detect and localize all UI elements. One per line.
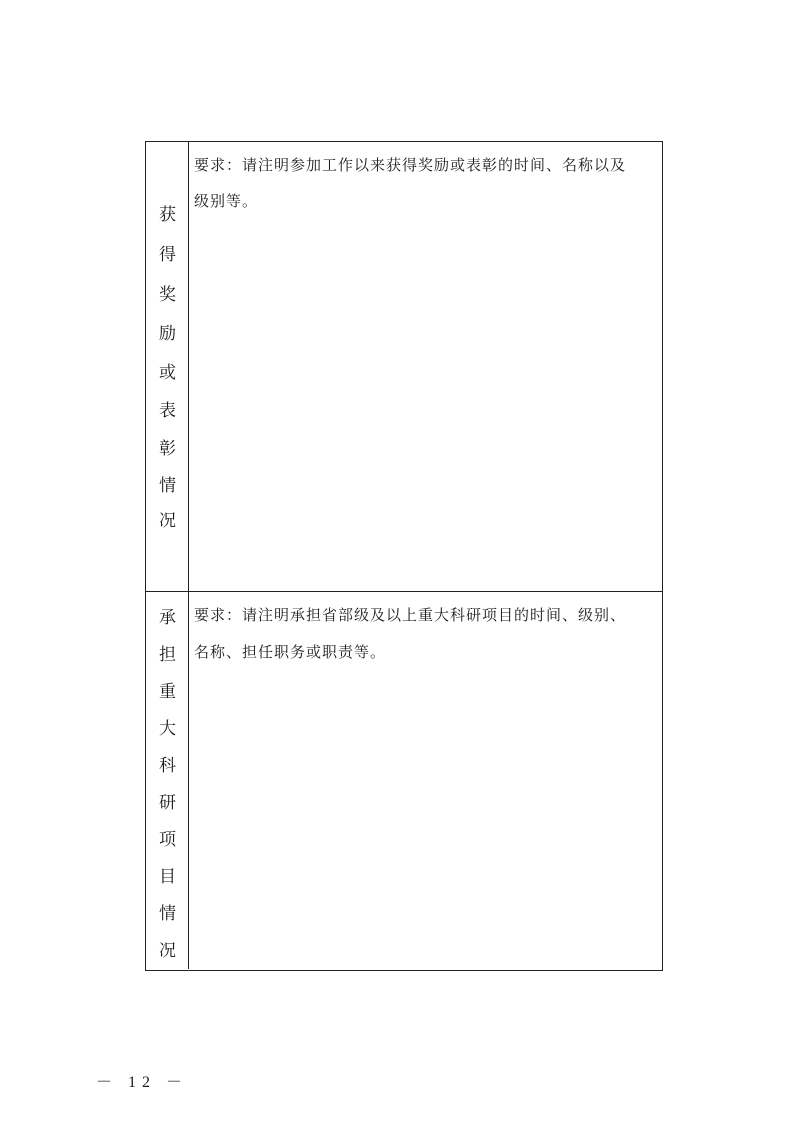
awards-label-char: 奖 <box>159 285 176 305</box>
projects-label-char: 项 <box>159 830 176 850</box>
awards-label-cell <box>146 142 189 591</box>
projects-row <box>146 592 662 969</box>
projects-label-char: 科 <box>159 756 176 776</box>
projects-label-char: 重 <box>159 682 176 702</box>
awards-label-char: 得 <box>159 245 176 265</box>
projects-label-char: 目 <box>159 867 176 887</box>
projects-label-char: 况 <box>159 941 176 961</box>
projects-label-char: 承 <box>159 608 176 628</box>
awards-label-char: 励 <box>159 324 176 344</box>
projects-label-char: 研 <box>159 793 176 813</box>
awards-requirement-line: 要求：请注明参加工作以来获得奖励或表彰的时间、名称以及 <box>194 156 627 174</box>
awards-content-cell[interactable] <box>189 142 662 591</box>
awards-label-char: 表 <box>159 401 176 421</box>
projects-label-char: 情 <box>159 904 176 924</box>
awards-requirement-line: 级别等。 <box>194 192 259 210</box>
awards-row <box>146 142 662 592</box>
awards-label-char: 或 <box>159 363 176 383</box>
awards-label-char: 彰 <box>159 439 176 459</box>
awards-label-char: 获 <box>159 205 176 225</box>
projects-requirement-line: 名称、担任职务或职责等。 <box>194 643 387 661</box>
projects-label-cell <box>146 592 189 969</box>
projects-label-char: 大 <box>159 719 176 739</box>
awards-label-char: 况 <box>159 511 176 531</box>
form-table <box>145 141 663 971</box>
projects-label-char: 担 <box>159 645 176 665</box>
awards-label-char: 情 <box>159 476 176 496</box>
projects-requirement-line: 要求：请注明承担省部级及以上重大科研项目的时间、级别、 <box>194 606 627 624</box>
page-number: － 12 － <box>96 1074 189 1091</box>
projects-content-cell[interactable] <box>189 592 662 969</box>
